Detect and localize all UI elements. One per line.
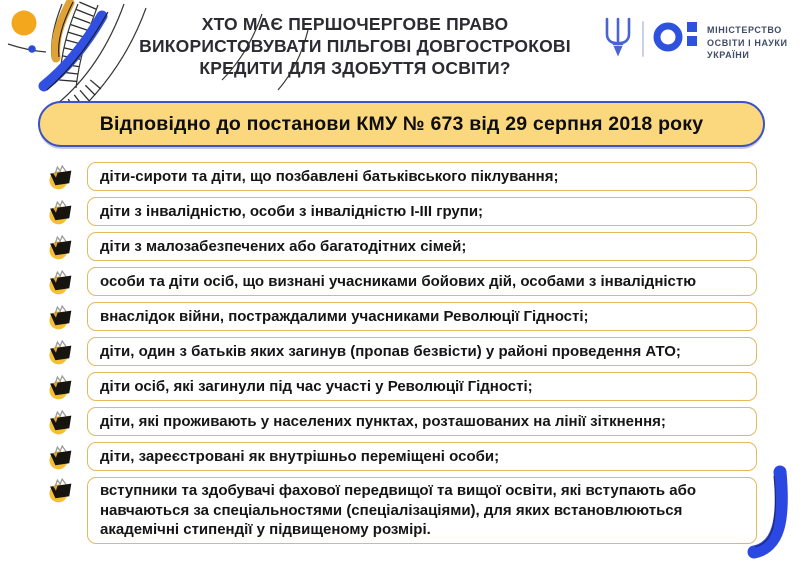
title-line-2: ВИКОРИСТОВУВАТИ ПІЛЬГОВІ ДОВГОСТРОКОВІ (139, 36, 571, 56)
ministry-name (707, 24, 788, 62)
list-item (47, 232, 757, 261)
decorative-j-stroke-icon (742, 460, 794, 562)
list-item-box (87, 337, 757, 366)
binder-clip-icon (47, 374, 74, 400)
page-title (112, 13, 598, 79)
list-item (47, 477, 757, 544)
list-item (47, 267, 757, 296)
logo-divider (642, 21, 644, 57)
list-item-text: особи та діти осіб, що визнані учасниками бойових дій, особами з інвалідністю (100, 272, 697, 290)
binder-clip-icon (47, 269, 74, 295)
list-item-text: діти-сироти та діти, що позбавлені батьківського піклування; (100, 167, 559, 185)
list-item-text: вступники та здобувачі фахової передвищої та вищої освіти, які вступають або навчаються за спеціальностями (спеціалізаціями), для яких встановлюються академічні стипендії у підвищеному розмірі. (100, 482, 697, 538)
list-item (47, 442, 757, 471)
binder-clip-icon (47, 304, 74, 330)
decree-banner (38, 101, 765, 147)
binder-clip-icon (47, 164, 74, 190)
list-item-text: діти з інвалідністю, особи з інвалідністю І-ІІІ групи; (100, 202, 484, 220)
binder-clip-icon (47, 444, 74, 470)
list-item-text: діти з малозабезпечених або багатодітних сімей; (100, 237, 467, 255)
list-item (47, 302, 757, 331)
list-item-text: діти, зареєстровані як внутрішньо переміщені особи; (100, 447, 500, 465)
binder-clip-icon (47, 199, 74, 225)
title-line-1: ХТО МАЄ ПЕРШОЧЕРГОВЕ ПРАВО (201, 14, 509, 34)
beneficiary-list (47, 162, 757, 544)
decree-banner-text: Відповідно до постанови КМУ № 673 від 29 серпня 2018 року (99, 112, 704, 135)
binder-clip-icon (47, 409, 74, 435)
ministry-name-line-1: МІНІСТЕРСТВО (707, 25, 782, 35)
mon-logomark-icon (653, 20, 699, 60)
list-item (47, 337, 757, 366)
binder-clip-icon (47, 234, 74, 260)
binder-clip-icon (47, 477, 74, 503)
list-item-box (87, 162, 757, 191)
ministry-name-line-3: УКРАЇНИ (707, 50, 750, 60)
title-line-3: КРЕДИТИ ДЛЯ ЗДОБУТТЯ ОСВІТИ? (199, 58, 511, 78)
list-item-box (87, 442, 757, 471)
list-item-text: діти осіб, які загинули під час участі у Революції Гідності; (100, 377, 533, 395)
list-item-text: діти, один з батьків яких загинув (пропав безвісти) у районі проведення АТО; (100, 342, 681, 360)
list-item-text: внаслідок війни, постраждалими учасниками Революції Гідності; (100, 307, 589, 325)
list-item-text: діти, які проживають у населених пунктах, розташованих на лінії зіткнення; (100, 412, 666, 430)
list-item-box (87, 302, 757, 331)
list-item (47, 407, 757, 436)
list-item-box (87, 407, 757, 436)
list-item-box (87, 267, 757, 296)
ministry-logo (603, 15, 788, 62)
list-item-box (87, 232, 757, 261)
trident-icon (603, 15, 633, 61)
list-item-box (87, 372, 757, 401)
ministry-name-line-2: ОСВІТИ І НАУКИ (707, 37, 788, 48)
list-item-box (87, 197, 757, 226)
binder-clip-icon (47, 339, 74, 365)
list-item (47, 162, 757, 191)
list-item-box (87, 477, 757, 544)
list-item (47, 372, 757, 401)
list-item (47, 197, 757, 226)
